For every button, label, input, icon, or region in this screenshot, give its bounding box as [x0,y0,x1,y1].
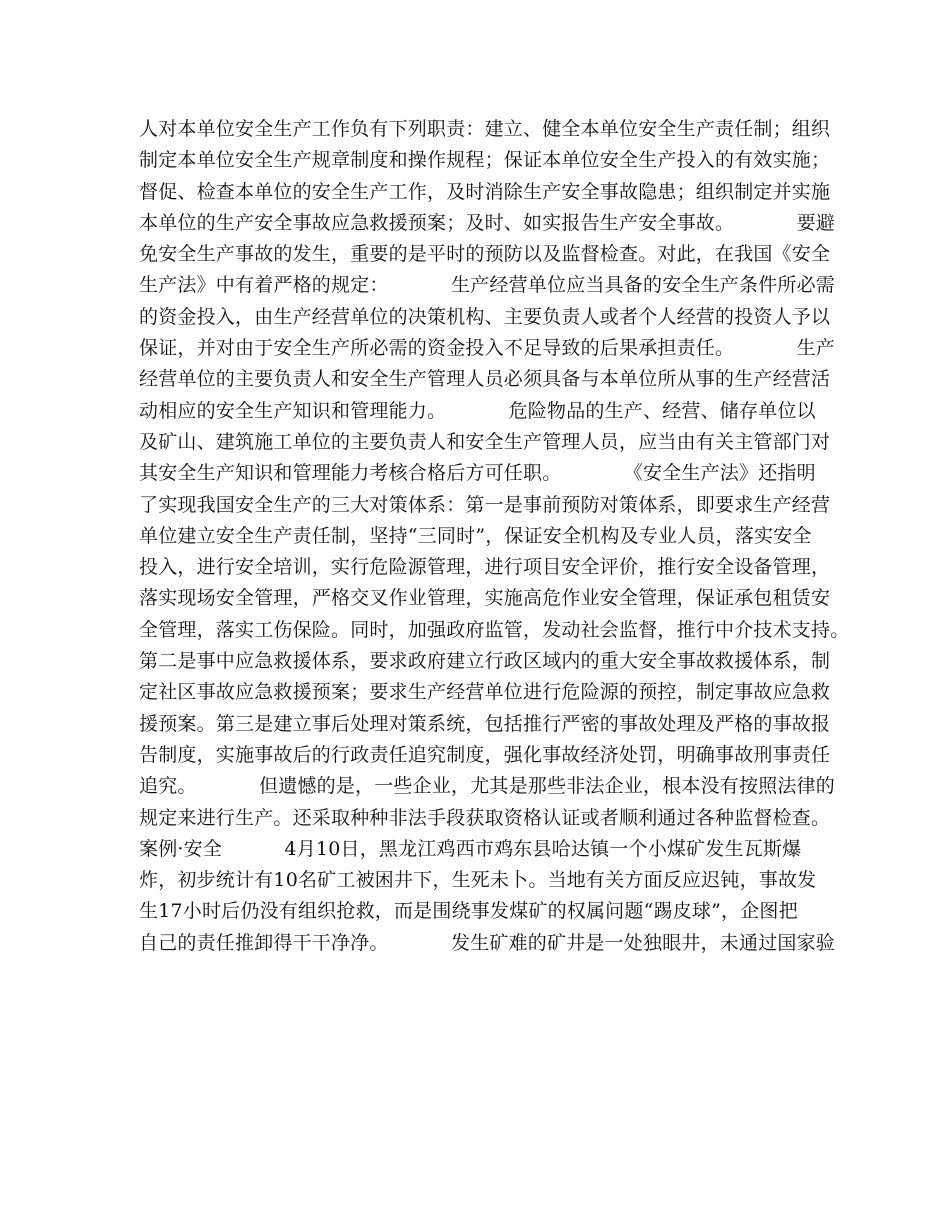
text-line: 其安全生产知识和管理能力考核合格后方可任职。 《安全生产法》还指明 [139,462,816,485]
text-line: 规定来进行生产。还采取种种非法手段获取资格认证或者顺利通过各种监督检查。 [139,806,831,829]
text-line: 炸，初步统计有10名矿工被困井下，生死未卜。当地有关方面反应迟钝，事故发 [139,869,817,892]
text-line: 经营单位的主要负责人和安全生产管理人员必须具备与本单位所从事的生产经营活 [139,368,831,391]
text-line: 及矿山、建筑施工单位的主要负责人和安全生产管理人员，应当由有关主管部门对 [139,430,831,453]
text-line: 本单位的生产安全事故应急救援预案；及时、如实报告生产安全事故。 要避 [139,211,835,234]
text-line: 第二是事中应急救援体系，要求政府建立行政区域内的重大安全事故救援体系，制 [139,650,831,673]
text-line: 自己的责任推卸得干干净净。 发生矿难的矿井是一处独眼井，未通过国家验 [139,931,835,954]
text-line: 定社区事故应急救援预案；要求生产经营单位进行危险源的预控，制定事故应急救 [139,681,831,704]
text-line: 全管理，落实工伤保险。同时，加强政府监管，发动社会监督，推行中介技术支持。 [139,618,850,641]
text-line: 生17小时后仍没有组织抢救，而是围绕事发煤矿的权属问题“踢皮球”，企图把 [139,900,798,923]
text-line: 的资金投入，由生产经营单位的决策机构、主要负责人或者个人经营的投资人予以 [139,305,831,328]
text-line: 督促、检查本单位的安全生产工作，及时消除生产安全事故隐患；组织制定并实施 [139,180,831,203]
document-body [139,114,850,959]
text-line: 援预案。第三是建立事后处理对策系统，包括推行严密的事故处理及严格的事故报 [139,712,831,735]
text-line: 人对本单位安全生产工作负有下列职责：建立、健全本单位安全生产责任制；组织 [139,118,831,140]
text-line: 生产法》中有着严格的规定： 生产经营单位应当具备的安全生产条件所必需 [139,274,835,297]
text-line: 落实现场安全管理，严格交叉作业管理，实施高危作业安全管理，保证承包租赁安 [139,587,831,610]
text-line: 保证，并对由于安全生产所必需的资金投入不足导致的后果承担责任。 生产 [139,337,835,360]
text-line: 免安全生产事故的发生，重要的是平时的预防以及监督检查。对此，在我国《安全 [139,243,831,266]
text-line: 追究。 但遗憾的是，一些企业，尤其是那些非法企业，根本没有按照法律的 [139,775,835,798]
text-line: 告制度，实施事故后的行政责任追究制度，强化事故经济处罚，明确事故刑事责任 [139,743,831,766]
text-line: 投入，进行安全培训，实行危险源管理，进行项目安全评价，推行安全设备管理， [139,556,831,579]
text-line: 了实现我国安全生产的三大对策体系：第一是事前预防对策体系，即要求生产经营 [139,493,831,516]
text-line: 单位建立安全生产责任制，坚持“三同时”，保证安全机构及专业人员，落实安全 [139,524,812,547]
text-line: 制定本单位安全生产规章制度和操作规程；保证本单位安全生产投入的有效实施； [139,149,831,172]
text-line: 动相应的安全生产知识和管理能力。 危险物品的生产、经营、储存单位以 [139,399,816,422]
text-line: 案例·安全 4月10日，黑龙江鸡西市鸡东县哈达镇一个小煤矿发生瓦斯爆 [139,837,802,860]
